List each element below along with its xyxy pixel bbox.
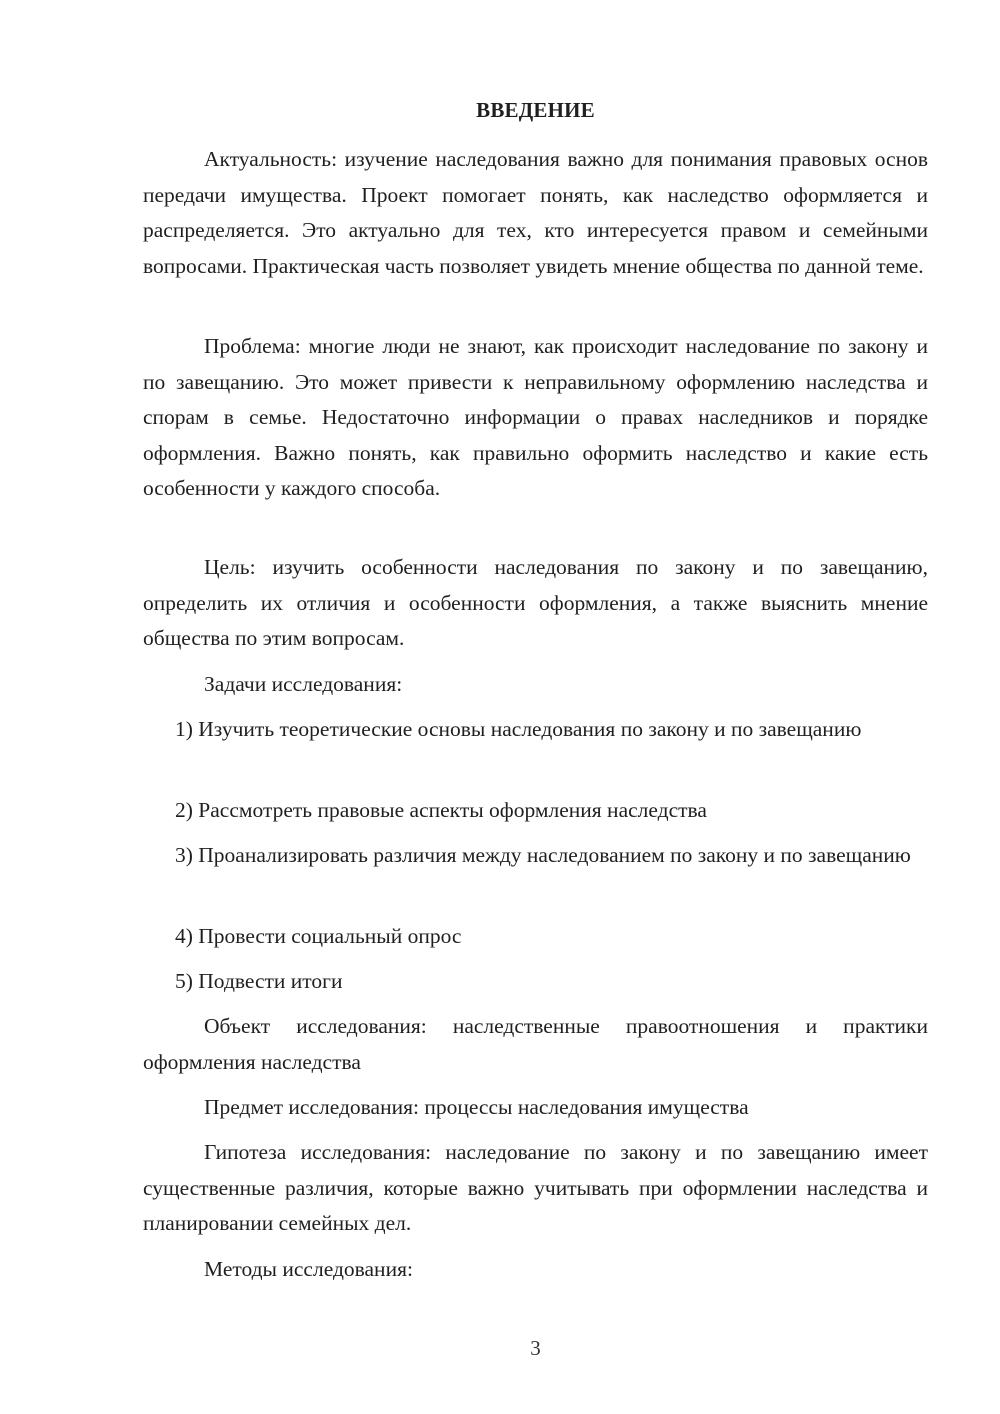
task-item-5: 5) Подвести итоги bbox=[175, 969, 343, 993]
task-item-3: 3) Проанализировать различия между наследованием по закону и по завещанию bbox=[175, 843, 911, 867]
page-number: 3 bbox=[530, 1336, 541, 1360]
task-item-1: 1) Изучить теоретические основы наследования по закону и по завещанию bbox=[175, 717, 862, 741]
methods-heading: Методы исследования: bbox=[204, 1257, 413, 1281]
document-page bbox=[143, 0, 928, 1414]
goal-paragraph: Цель: изучить особенности наследования по закону и по завещанию, определить их отличия и особенности оформления, а также выяснить мнение общества по этим вопросам. bbox=[143, 555, 928, 650]
tasks-heading: Задачи исследования: bbox=[204, 672, 403, 696]
task-item-2: 2) Рассмотреть правовые аспекты оформления наследства bbox=[175, 798, 707, 822]
relevance-paragraph: Актуальность: изучение наследования важно для понимания правовых основ передачи имущества. Проект помогает понять, как наследство оформляется и распределяется. Это актуально для тех, кто интересуется правом и семейными вопросами. Практическая часть позволяет увидеть мнение общества по данной теме. bbox=[143, 147, 928, 278]
hypothesis-paragraph: Гипотеза исследования: наследование по закону и по завещанию имеет существенные различия, которые важно учитывать при оформлении наследства и планировании семейных дел. bbox=[143, 1140, 928, 1235]
object-paragraph: Объект исследования: наследственные правоотношения и практики оформления наследства bbox=[143, 1014, 928, 1074]
page-title: ВВЕДЕНИЕ bbox=[476, 98, 595, 122]
problem-paragraph: Проблема: многие люди не знают, как происходит наследование по закону и по завещанию. Это может привести к неправильному оформлению наследства и спорам в семье. Недостаточно информации о правах наследников и порядке оформления. Важно понять, как правильно оформить наследство и какие есть особенности у каждого способа. bbox=[143, 334, 928, 500]
subject-paragraph: Предмет исследования: процессы наследования имущества bbox=[204, 1095, 749, 1119]
task-item-4: 4) Провести социальный опрос bbox=[175, 924, 462, 948]
